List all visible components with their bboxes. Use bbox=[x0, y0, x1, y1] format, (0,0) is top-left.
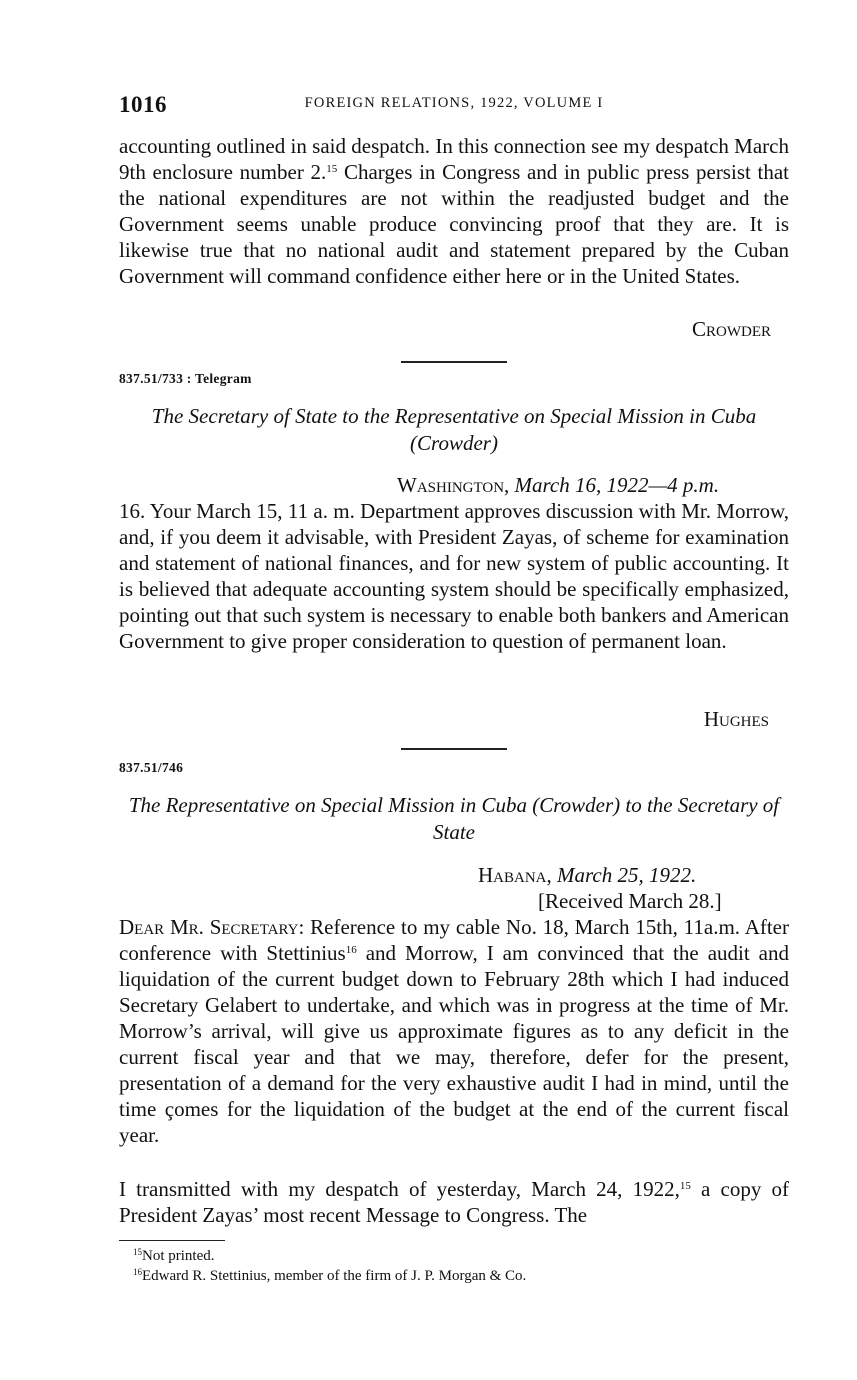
file-number: 837.51/746 bbox=[119, 760, 184, 775]
signature-hughes: Hughes bbox=[703, 707, 769, 731]
paragraph-text: and Morrow, I am convinced that the audit and liquidation of the current budget down to February 28th which I had induced Secretary Gelabert to undertake, and which was in progress at the time of Mr. Morrow’s arrival, will give us approximate figures as to any deficit in the current fiscal year and that we may, therefore, defer for the present, presentation of a demand for the very exhaustive audit I had in mind, until the time çomes for the liquidation of the budget at the end of the current fiscal year. bbox=[119, 941, 789, 1147]
paragraph-text: I transmitted with my despatch of yesterday, March 24, 1922, bbox=[119, 1177, 680, 1201]
dateline-place: Habana, bbox=[478, 863, 552, 887]
footnote-text: Not printed. bbox=[142, 1248, 215, 1264]
dateline-date: March 25, 1922. bbox=[551, 863, 697, 887]
page-header bbox=[119, 92, 789, 122]
footnote-ref: 15 bbox=[679, 1180, 691, 1192]
letter-paragraph bbox=[119, 914, 789, 1148]
footnote bbox=[133, 1246, 215, 1266]
dateline-date: March 16, 1922—4 p.m. bbox=[509, 473, 720, 497]
footnote-ref: 15 bbox=[326, 163, 338, 175]
dateline bbox=[397, 472, 719, 498]
document-title: The Secretary of State to the Representative on Special Mission in Cuba (Crowder) bbox=[151, 404, 757, 455]
telegram-body: 16. Your March 15, 11 a. m. Department approves discussion with Mr. Morrow, and, if you deem it advisable, with President Zayas, of scheme for examination and statement of national finances, and for new system of public accounting. It is believed that adequate accounting system should be specifically emphasized, pointing out that such system is necessary to enable both bankers and American Government to give proper consideration to question of permanent loan. bbox=[119, 499, 789, 653]
running-title: FOREIGN RELATIONS, 1922, VOLUME I bbox=[304, 95, 604, 111]
page-number: 1016 bbox=[119, 92, 167, 117]
paragraph-text: Charges in Congress and in public press persist that the national expenditures are not within the readjusted budget and the Government seems unable produce convincing proof that they are. It is likewise true that no national audit and statement prepared by the Cuban Government will command confidence either here or in the United States. bbox=[119, 160, 789, 288]
file-number: 837.51/733 : Telegram bbox=[119, 371, 252, 386]
received-note: [Received March 28.] bbox=[538, 889, 722, 913]
paragraph-text: a copy of President Zayas’ most recent Message to Congress. The bbox=[119, 1177, 790, 1227]
paragraph-text: accounting outlined in said despatch. In this connection see my despatch March 9th enclosure number 2. bbox=[119, 134, 789, 184]
letter-paragraph bbox=[119, 1176, 789, 1228]
section-divider bbox=[401, 361, 507, 363]
footnote bbox=[133, 1266, 526, 1286]
continuation-paragraph bbox=[119, 133, 789, 289]
dateline bbox=[478, 862, 696, 888]
footnote-mark: 15 bbox=[133, 1247, 142, 1257]
document-title: The Representative on Special Mission in Cuba (Crowder) to the Secretary of State bbox=[128, 793, 780, 844]
footnote-divider bbox=[119, 1240, 225, 1241]
signature-crowder: Crowder bbox=[691, 317, 771, 341]
footnote-text: Edward R. Stettinius, member of the firm of J. P. Morgan & Co. bbox=[142, 1268, 527, 1284]
section-divider bbox=[401, 748, 507, 750]
dateline-place: Washington, bbox=[397, 473, 510, 497]
paragraph-text: Reference to my cable No. 18, March 15th, 11a.m. After conference with Stettinius bbox=[119, 915, 789, 965]
footnote-ref: 16 bbox=[345, 944, 357, 956]
footnote-mark: 16 bbox=[133, 1267, 142, 1277]
salutation: Dear Mr. Secretary: bbox=[119, 915, 305, 939]
